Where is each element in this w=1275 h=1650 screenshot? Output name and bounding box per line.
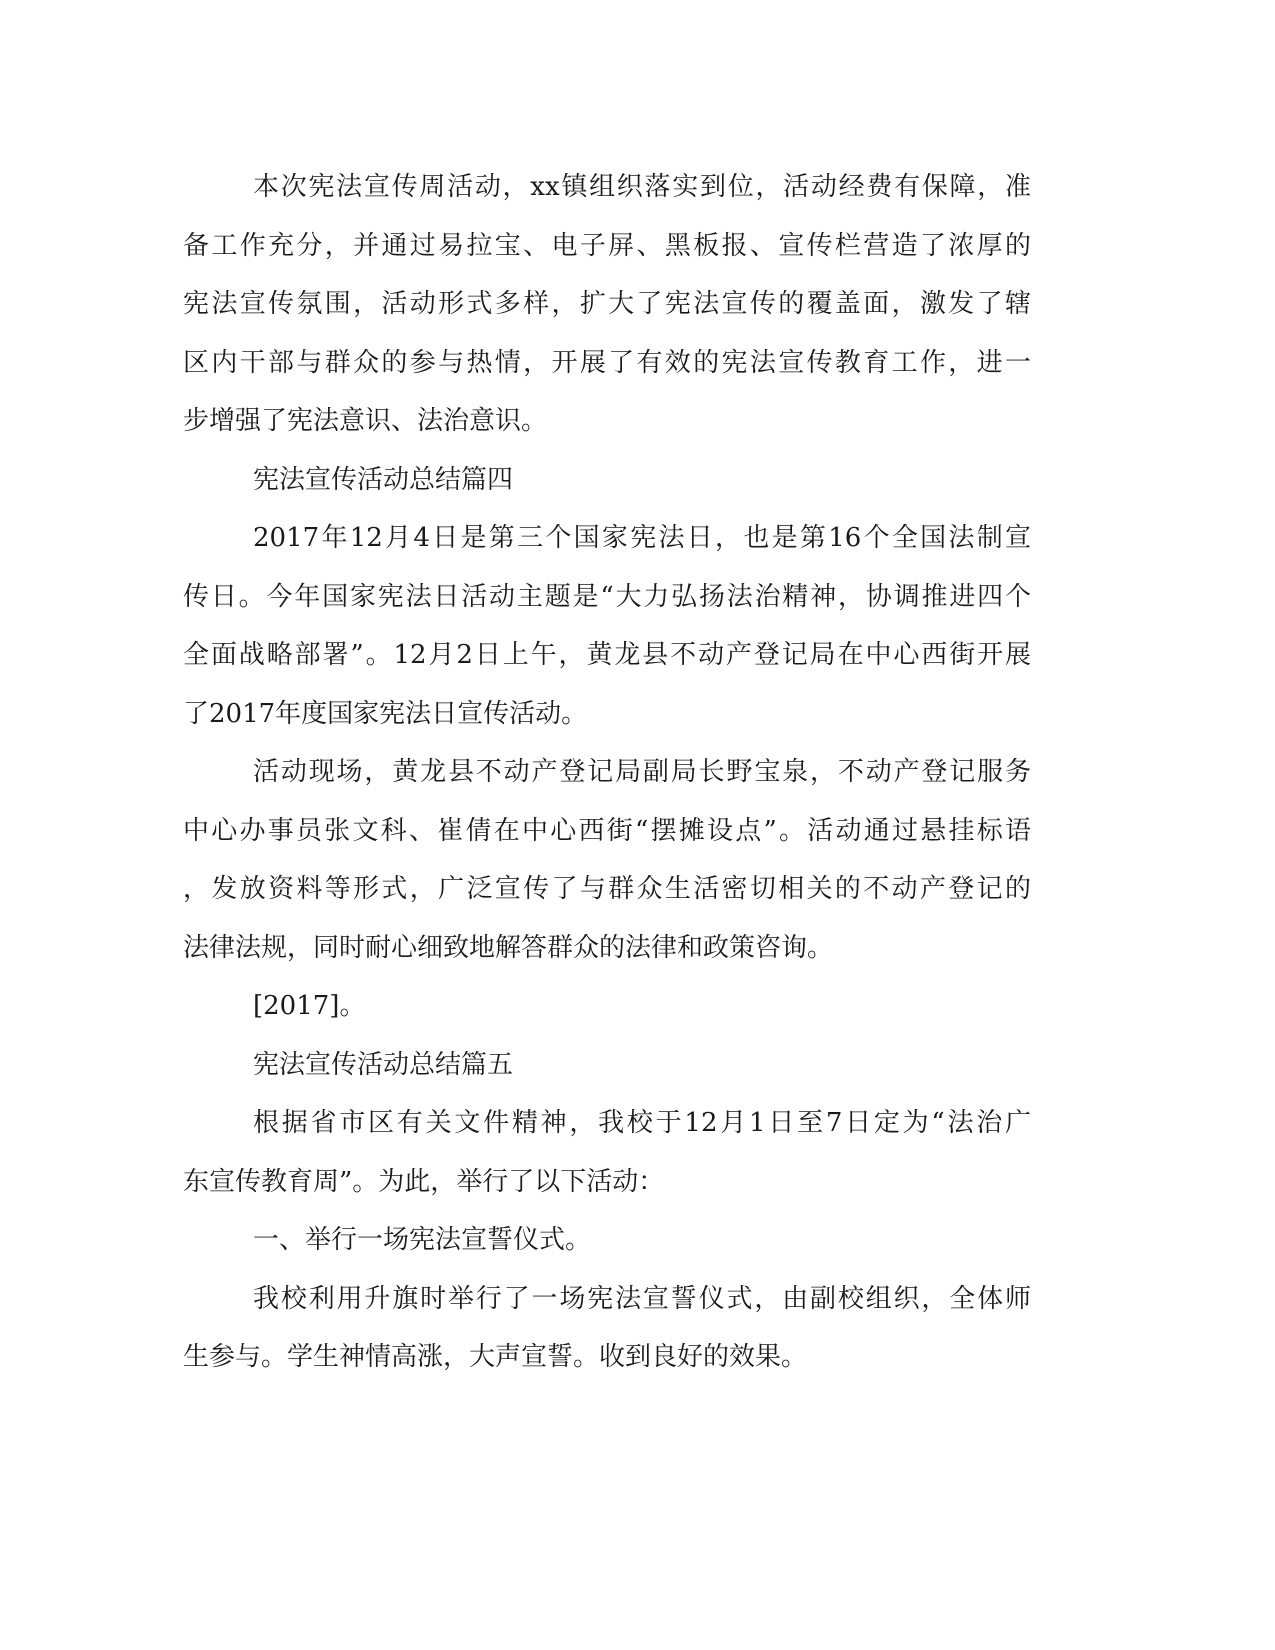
text-line: 一、举行一场宪法宣誓仪式。 <box>253 1225 592 1255</box>
text-line: 法律法规，同时耐心细致地解答群众的法律和政策咨询。 <box>183 932 834 963</box>
document-body <box>183 158 1031 1387</box>
text-line: 宪法宣传活动总结篇五 <box>253 1049 514 1080</box>
text-line: 活动现场，黄龙县不动产登记局副局长野宝泉，不动产登记服务 <box>253 757 1031 787</box>
text-line: 步增强了宪法意识、法治意识。 <box>183 406 548 436</box>
text-line: 2017年12月4日是第三个国家宪法日，也是第16个全国法制宣 <box>253 523 1031 553</box>
text-line: 了2017年度国家宪法日宣传活动。 <box>183 698 588 729</box>
text-line: 我校利用升旗时举行了一场宪法宣誓仪式，由副校组织，全体师 <box>253 1283 1031 1314</box>
text-line: ，发放资料等形式，广泛宣传了与群众生活密切相关的不动产登记的 <box>183 874 1031 904</box>
text-line: 传日。今年国家宪法日活动主题是“大力弘扬法治精神，协调推进四个 <box>183 581 1031 612</box>
text-line: 生参与。学生神情高涨，大声宣誓。收到良好的效果。 <box>183 1342 808 1372</box>
text-line: 区内干部与群众的参与热情，开展了有效的宪法宣传教育工作，进一 <box>183 347 1031 378</box>
text-line: 全面战略部署”。12月2日上午，黄龙县不动产登记局在中心西街开展 <box>183 640 1031 670</box>
text-line: 宪法宣传活动总结篇四 <box>253 464 514 495</box>
text-line: 根据省市区有关文件精神，我校于12月1日至7日定为“法治广 <box>253 1108 1031 1138</box>
text-line: 宪法宣传氛围，活动形式多样，扩大了宪法宣传的覆盖面，激发了辖 <box>183 289 1031 319</box>
text-line: 东宣传教育周”。为此，举行了以下活动： <box>183 1166 665 1197</box>
text-line: 本次宪法宣传周活动，xx镇组织落实到位，活动经费有保障，准 <box>253 172 1031 202</box>
text-line: 中心办事员张文科、崔倩在中心西街“摆摊设点”。活动通过悬挂标语 <box>183 815 1031 846</box>
text-line: [2017]。 <box>253 991 366 1021</box>
text-line: 备工作充分，并通过易拉宝、电子屏、黑板报、宣传栏营造了浓厚的 <box>183 230 1031 261</box>
